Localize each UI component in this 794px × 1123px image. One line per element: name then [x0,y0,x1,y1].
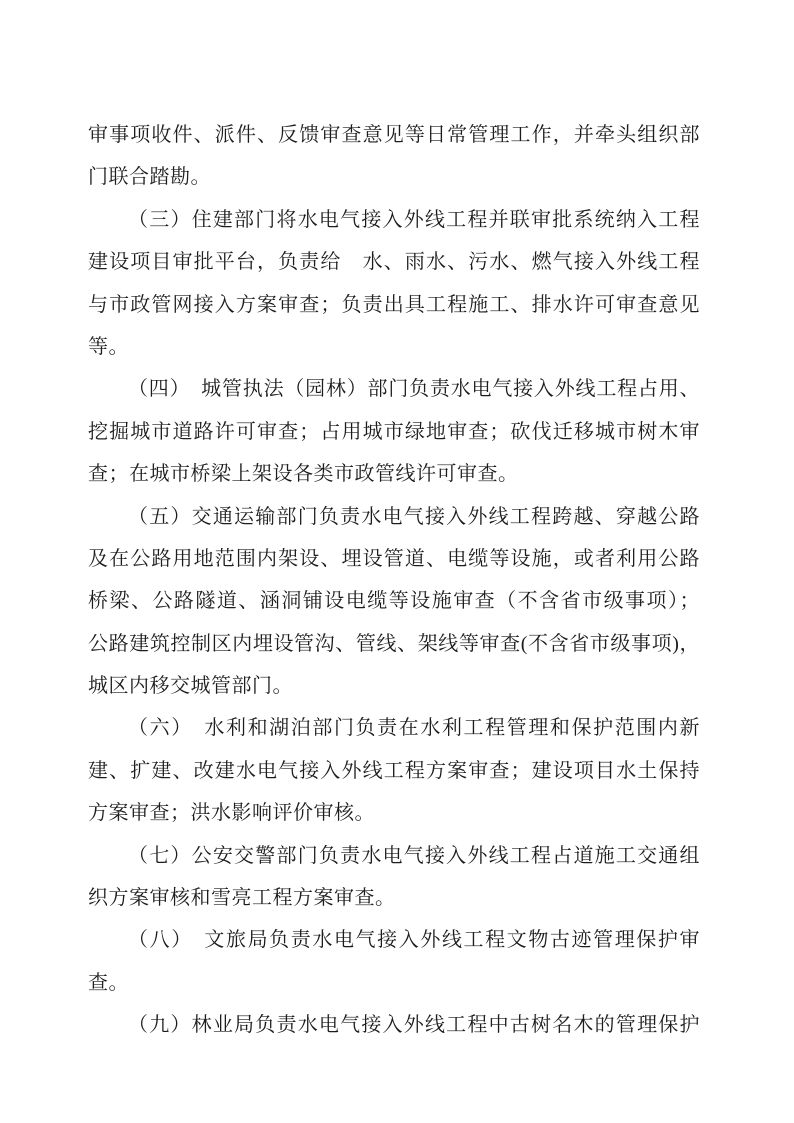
text-line: 织方案审核和雪亮工程方案审查。 [88,887,396,910]
text-line: （三）住建部门将水电气接入外线工程并联审批系统纳入工程 [128,208,700,231]
text-line: 门联合踏勘。 [88,166,211,189]
text-line: 及在公路用地范围内架设、埋设管道、电缆等设施，或者利用公路 [88,547,700,570]
text-line: 建设项目审批平台，负责给 水、雨水、污水、燃气接入外线工程 [88,251,700,274]
text-line: （七）公安交警部门负责水电气接入外线工程占道施工交通组 [128,844,700,867]
text-line: 桥梁、公路隧道、涵洞铺设电缆等设施审查（不含省市级事项）； [88,590,700,613]
text-line: 城区内移交城管部门。 [88,675,293,698]
text-line: （五）交通运输部门负责水电气接入外线工程跨越、穿越公路 [128,505,700,528]
text-line: 挖掘城市道路许可审查；占用城市绿地审查；砍伐迁移城市树木审 [88,420,700,443]
text-line: （四） 城管执法（园林）部门负责水电气接入外线工程占用、 [128,378,700,401]
text-line: 建、扩建、改建水电气接入外线工程方案审查；建设项目水土保持 [88,759,700,782]
text-line: 查；在城市桥梁上架设各类市政管线许可审查。 [88,463,519,486]
text-line: 方案审查；洪水影响评价审核。 [88,802,375,825]
document-body [88,114,700,1047]
text-line: 审事项收件、派件、反馈审查意见等日常管理工作，并牵头组织部 [88,124,700,146]
text-line: 与市政管网接入方案审查；负责出具工程施工、排水许可审查意见 [88,293,700,316]
text-line: 公路建筑控制区内埋设管沟、管线、架线等审查(不含省市级事项)， [88,632,700,655]
text-line: （六） 水利和湖泊部门负责在水利工程管理和保护范围内新 [128,717,700,740]
text-line: （八） 文旅局负责水电气接入外线工程文物古迹管理保护审 [128,929,700,952]
text-line: 等。 [88,335,129,358]
text-line: （九）林业局负责水电气接入外线工程中古树名木的管理保护 [128,1014,700,1037]
text-line: 查。 [88,971,129,994]
